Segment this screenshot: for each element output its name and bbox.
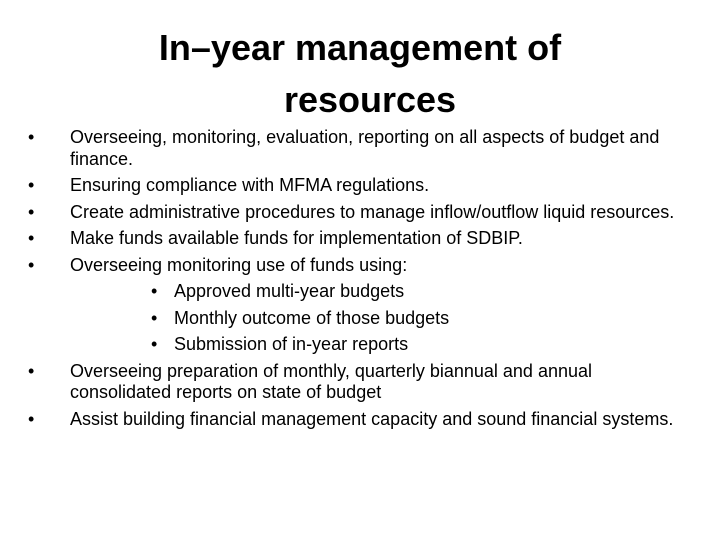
title-line-2: resources <box>283 79 457 120</box>
bullet-item <box>28 255 678 356</box>
bullet-text: Assist building financial management capacity and sound financial systems. <box>70 408 674 429</box>
bullet-dot: • <box>151 334 158 354</box>
bullet-text: Make funds available funds for implementation of SDBIP. <box>70 228 523 248</box>
bullet-text: Ensuring compliance with MFMA regulations. <box>70 175 430 195</box>
sub-bullet-item <box>110 308 678 330</box>
bullet-dot: • <box>28 254 35 275</box>
sub-bullet-list <box>70 281 678 356</box>
bullet-item <box>28 202 678 224</box>
bullet-text: Overseeing monitoring use of funds using: <box>70 254 408 275</box>
bullet-item <box>28 409 678 431</box>
bullet-item <box>28 175 678 197</box>
bullet-item <box>28 127 678 170</box>
bullet-dot: • <box>151 281 158 301</box>
bullet-dot: • <box>28 175 35 195</box>
bullet-text: Overseeing preparation of monthly, quarterly biannual and annual consolidated reports on state of budget <box>70 360 592 402</box>
bullet-text: Create administrative procedures to manage inflow/outflow liquid resources. <box>70 201 675 222</box>
sub-bullet-text: Submission of in-year reports <box>174 334 409 354</box>
title-line-1: In–year management of <box>158 27 562 68</box>
bullet-dot: • <box>28 408 35 429</box>
bullet-dot: • <box>28 360 35 381</box>
bullet-dot: • <box>151 307 158 328</box>
sub-bullet-text: Monthly outcome of those budgets <box>174 307 450 328</box>
bullet-text: Overseeing, monitoring, evaluation, reporting on all aspects of budget and finance. <box>70 127 660 169</box>
slide-title <box>60 22 660 126</box>
bullet-item <box>28 361 678 404</box>
bullet-item <box>28 228 678 250</box>
sub-bullet-item <box>110 281 678 303</box>
sub-bullet-item <box>110 334 678 356</box>
bullet-list <box>28 127 678 435</box>
bullet-dot: • <box>28 201 35 222</box>
sub-bullet-text: Approved multi-year budgets <box>174 281 405 301</box>
bullet-dot: • <box>28 127 35 147</box>
bullet-dot: • <box>28 228 35 248</box>
